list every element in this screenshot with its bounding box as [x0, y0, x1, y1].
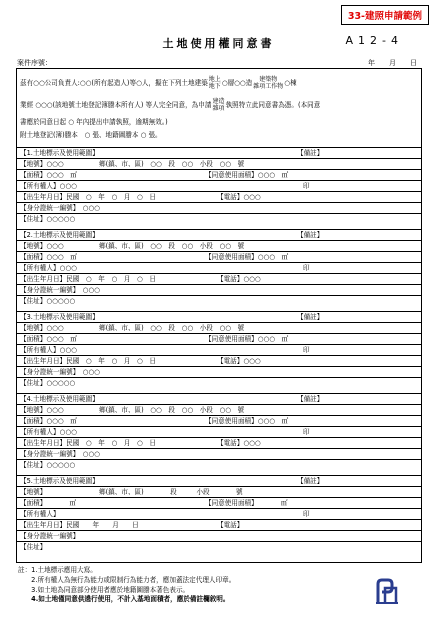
- misc-label: 雜項: [212, 105, 225, 112]
- intro-line-2: [20, 94, 418, 116]
- intro-line-1-c: ○棟: [284, 79, 297, 87]
- dob-row: [17, 520, 421, 531]
- seal-label: 印: [303, 346, 310, 354]
- phone: 【電話】○○○: [217, 439, 261, 447]
- section-header-row: [17, 148, 421, 159]
- section-header-row: [17, 230, 421, 241]
- notes: [18, 566, 418, 605]
- building-label: 建築物: [259, 76, 278, 83]
- address: 【住址】○○○○○: [20, 297, 76, 305]
- id-row: [17, 285, 421, 296]
- section-header-row: [17, 312, 421, 323]
- permit-type-choice: [212, 98, 224, 112]
- id-row: [17, 531, 421, 542]
- lot-number: 【地號】○○○: [20, 324, 64, 332]
- id-row: [17, 449, 421, 460]
- lot-number: 【地號】○○○: [20, 242, 64, 250]
- district-info: 鄉(鎮、市、區) ○○ 段 ○○ 小段 ○○ 號: [99, 406, 245, 414]
- sample-badge: 33-建照申請範例: [341, 5, 429, 25]
- address: 【住址】○○○○○: [20, 215, 76, 223]
- date-of-birth: 【出生年月日】民國 ○ 年 ○ 月 ○ 日: [20, 275, 156, 283]
- agreed-area: 【同意使用面積】○○○ ㎡: [205, 417, 289, 425]
- case-date: 年 月 日: [368, 59, 417, 67]
- area-row: [17, 170, 421, 181]
- phone: 【電話】○○○: [217, 193, 261, 201]
- id-number: 【身分證統一編號】: [20, 532, 80, 540]
- section-header: 【5.土地標示及使用範圍】: [20, 477, 99, 485]
- section-header: 【3.土地標示及使用範圍】: [20, 313, 99, 321]
- lot-number: 【地號】: [20, 488, 47, 496]
- lot-number: 【地號】○○○: [20, 406, 64, 414]
- district-info: 鄉(鎮、市、區) ○○ 段 ○○ 小段 ○○ 號: [99, 160, 245, 168]
- section-header: 【1.土地標示及使用範圍】: [20, 149, 99, 157]
- intro-text: [20, 72, 418, 142]
- land-area: 【面積】○○○ ㎡: [20, 171, 77, 179]
- note-4: 4.如土地僅同意供遶行使用，不計入基地面積者，應於備註欄敘明。: [18, 595, 230, 604]
- form-code: A12-4: [345, 34, 403, 47]
- above-ground-label: 地上: [208, 76, 221, 83]
- seal-label: 印: [303, 264, 310, 272]
- owner-name: 【所有權人】: [20, 510, 60, 518]
- owner-name: 【所有權人】○○○: [20, 428, 77, 436]
- intro-line-4: 附土地登記(簿)謄本 ○ 張、地籍圖謄本 ○ 張。: [20, 131, 162, 139]
- address: 【住址】: [20, 543, 47, 551]
- owner-row: [17, 509, 421, 520]
- agency-logo-icon: [372, 576, 402, 606]
- address-row: [17, 296, 421, 307]
- seal-label: 印: [303, 182, 310, 190]
- owner-name: 【所有權人】○○○: [20, 182, 77, 190]
- date-of-birth: 【出生年月日】民國 ○ 年 ○ 月 ○ 日: [20, 439, 156, 447]
- address: 【住址】○○○○○: [20, 379, 76, 387]
- dob-row: [17, 274, 421, 285]
- address-row: [17, 542, 421, 553]
- note-2: 2.所有權人為無行為能力或限制行為能力者，應加蓋法定代理人印章。: [18, 575, 236, 584]
- address-row: [17, 378, 421, 389]
- remark-label: 【備註】: [297, 477, 324, 485]
- owner-row: [17, 181, 421, 192]
- intro-line-2-b: 執照特立此同意書為憑。(本同意: [225, 101, 321, 109]
- district-info: 鄉(鎮、市、區) ○○ 段 ○○ 小段 ○○ 號: [99, 324, 245, 332]
- land-section-1: [17, 147, 421, 229]
- date-of-birth: 【出生年月日】民國 ○ 年 ○ 月 ○ 日: [20, 193, 156, 201]
- lot-row: [17, 487, 421, 498]
- section-header: 【2.土地標示及使用範圍】: [20, 231, 99, 239]
- intro-line-1-b: ○層○○造: [221, 79, 253, 87]
- section-header-row: [17, 476, 421, 487]
- land-area: 【面積】○○○ ㎡: [20, 335, 77, 343]
- id-number: 【身分證統一編號】 ○○○: [20, 204, 100, 212]
- dob-row: [17, 438, 421, 449]
- id-row: [17, 203, 421, 214]
- district-info: 鄉(鎮、市、區) 段 小段 號: [99, 488, 243, 496]
- id-number: 【身分證統一編號】 ○○○: [20, 286, 100, 294]
- dob-row: [17, 192, 421, 203]
- above-below-ground-choice: [209, 76, 221, 90]
- agreed-area: 【同意使用面積】○○○ ㎡: [205, 171, 289, 179]
- land-area: 【面積】 ㎡: [20, 499, 77, 507]
- agreed-area: 【同意使用面積】 ㎡: [205, 499, 288, 507]
- seal-label: 印: [303, 510, 310, 518]
- date-of-birth: 【出生年月日】民國 年 月 日: [20, 521, 139, 529]
- phone: 【電話】○○○: [217, 357, 261, 365]
- structure-type-choice: [253, 76, 283, 90]
- lot-row: [17, 159, 421, 170]
- remark-label: 【備註】: [297, 313, 324, 321]
- owner-name: 【所有權人】○○○: [20, 346, 77, 354]
- lot-row: [17, 241, 421, 252]
- land-section-4: [17, 393, 421, 475]
- owner-row: [17, 263, 421, 274]
- land-area: 【面積】○○○ ㎡: [20, 417, 77, 425]
- section-header: 【4.土地標示及使用範圍】: [20, 395, 99, 403]
- form-frame: [16, 68, 422, 563]
- agreed-area: 【同意使用面積】○○○ ㎡: [205, 253, 289, 261]
- misc-work-label: 雜項工作物: [253, 83, 284, 90]
- lot-row: [17, 405, 421, 416]
- remark-label: 【備註】: [297, 231, 324, 239]
- section-header-row: [17, 394, 421, 405]
- date-of-birth: 【出生年月日】民國 ○ 年 ○ 月 ○ 日: [20, 357, 156, 365]
- id-number: 【身分證統一編號】 ○○○: [20, 450, 100, 458]
- area-row: [17, 334, 421, 345]
- owner-row: [17, 345, 421, 356]
- lot-row: [17, 323, 421, 334]
- page-title: 土地使用權同意書: [162, 37, 275, 50]
- land-section-2: [17, 229, 421, 311]
- land-area: 【面積】○○○ ㎡: [20, 253, 77, 261]
- area-row: [17, 252, 421, 263]
- area-row: [17, 498, 421, 509]
- intro-line-2-a: 業經 ○○○(該地號土地登記簿謄本所有人) 等人完全同意，為申請: [20, 101, 212, 109]
- address: 【住址】○○○○○: [20, 461, 76, 469]
- id-number: 【身分證統一編號】 ○○○: [20, 368, 100, 376]
- owner-name: 【所有權人】○○○: [20, 264, 77, 272]
- lot-number: 【地號】○○○: [20, 160, 64, 168]
- address-row: [17, 214, 421, 225]
- note-1: 註：1.土地標示應用大寫。: [18, 566, 97, 574]
- intro-line-1: [20, 72, 418, 94]
- remark-label: 【備註】: [297, 149, 324, 157]
- dob-row: [17, 356, 421, 367]
- land-section-5: [17, 475, 421, 557]
- id-row: [17, 367, 421, 378]
- area-row: [17, 416, 421, 427]
- construction-label: 建造: [212, 98, 225, 105]
- note-3: 3.如土地為同意部分使用者應於地籍圖謄本著色表示。: [18, 585, 190, 594]
- phone: 【電話】: [217, 521, 244, 529]
- address-row: [17, 460, 421, 471]
- seal-label: 印: [303, 428, 310, 436]
- below-ground-label: 地下: [208, 83, 221, 90]
- agreed-area: 【同意使用面積】○○○ ㎡: [205, 335, 289, 343]
- remark-label: 【備註】: [297, 395, 324, 403]
- owner-row: [17, 427, 421, 438]
- intro-line-1-a: 茲有○○公司負責人:○○(所有起造人)等○人，擬在下列土地建築: [20, 79, 208, 87]
- case-number-label: 案件序號：: [17, 59, 52, 67]
- district-info: 鄉(鎮、市、區) ○○ 段 ○○ 小段 ○○ 號: [99, 242, 245, 250]
- intro-line-3: 書應於同意日起 ○ 年內提出申請執照，逾期無效。): [20, 118, 168, 126]
- phone: 【電話】○○○: [217, 275, 261, 283]
- land-section-3: [17, 311, 421, 393]
